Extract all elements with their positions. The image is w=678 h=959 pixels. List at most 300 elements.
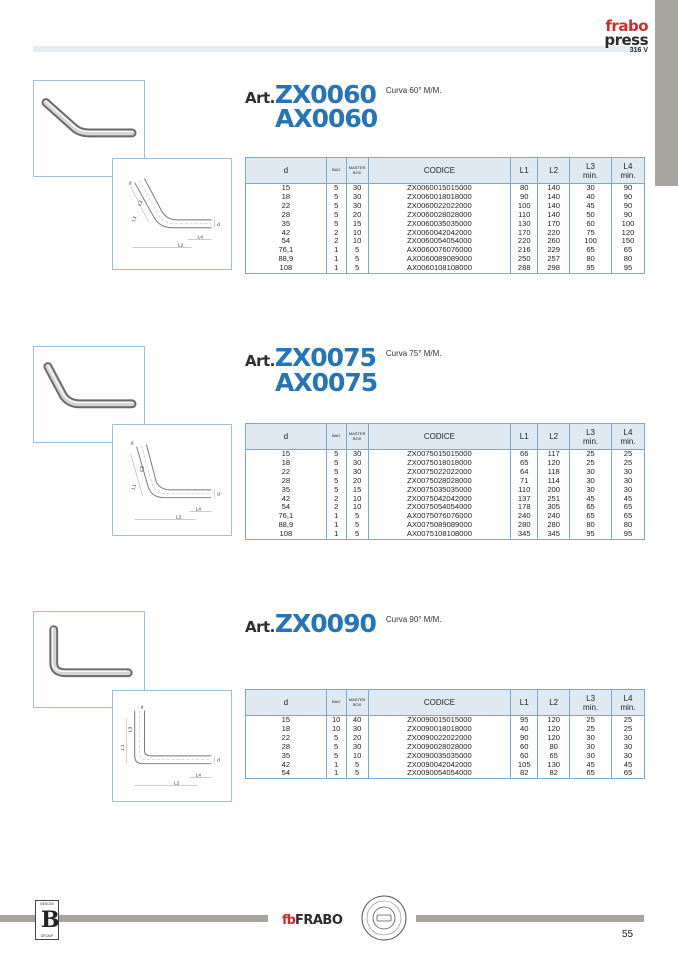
cell-l2: 280 bbox=[538, 521, 570, 530]
cell-l1: 60 bbox=[511, 752, 538, 761]
brand-line2: press bbox=[604, 30, 648, 49]
cell-codice: AX0075108108000 bbox=[368, 530, 511, 539]
col-bag: BAG bbox=[326, 158, 346, 184]
article-title-90 bbox=[245, 609, 442, 638]
technical-drawing-90 bbox=[112, 690, 232, 802]
cell-bag: 5 bbox=[326, 459, 346, 468]
frabo-logo bbox=[282, 911, 342, 929]
cell-l2: 82 bbox=[538, 769, 570, 778]
cell-codice: ZX0075035035000 bbox=[368, 486, 511, 495]
besoni-top-text: BESONI bbox=[40, 902, 54, 906]
drawing-label-l2: L2 bbox=[177, 243, 184, 249]
col-l4-line1: L4 bbox=[623, 427, 633, 437]
spec-table-75 bbox=[245, 423, 645, 540]
article-code-primary: ZX0060 bbox=[274, 80, 376, 109]
cell-bag: 5 bbox=[326, 734, 346, 743]
cell-bag: 5 bbox=[326, 477, 346, 486]
frabo-logo-text: FRABO bbox=[294, 913, 343, 928]
cell-l4: 30 bbox=[612, 486, 645, 495]
page-number: 55 bbox=[622, 929, 634, 940]
cell-d: 76,1 bbox=[246, 512, 327, 521]
cell-master-box: 10 bbox=[346, 503, 368, 512]
cell-master-box: 30 bbox=[346, 450, 368, 459]
side-tab-bar bbox=[655, 0, 678, 186]
col-d: d bbox=[246, 690, 327, 716]
col-codice: CODICE bbox=[368, 158, 511, 184]
cell-bag: 5 bbox=[326, 193, 346, 202]
cell-l2: 118 bbox=[538, 468, 570, 477]
cell-l2: 140 bbox=[538, 184, 570, 193]
cell-l2: 117 bbox=[538, 450, 570, 459]
cell-l1: 105 bbox=[511, 761, 538, 770]
cell-master-box: 20 bbox=[346, 211, 368, 220]
besoni-bottom-text: GROUP bbox=[40, 934, 54, 938]
cell-l1: 170 bbox=[511, 229, 538, 238]
cell-master-box: 30 bbox=[346, 468, 368, 477]
cell-l4: 65 bbox=[612, 512, 645, 521]
cell-bag: 5 bbox=[326, 202, 346, 211]
cell-bag: 10 bbox=[326, 716, 346, 725]
cell-l1: 345 bbox=[511, 530, 538, 539]
cell-master-box: 10 bbox=[346, 752, 368, 761]
table-row bbox=[246, 769, 645, 778]
cell-l3: 80 bbox=[570, 521, 612, 530]
cell-l1: 71 bbox=[511, 477, 538, 486]
cell-master-box: 5 bbox=[346, 512, 368, 521]
article-description: Curva 75° M/M. bbox=[385, 349, 442, 358]
cell-l3: 30 bbox=[570, 486, 612, 495]
cell-l4: 80 bbox=[612, 255, 645, 264]
cell-l4: 65 bbox=[612, 769, 645, 778]
cell-l3: 30 bbox=[570, 743, 612, 752]
cell-l1: 250 bbox=[511, 255, 538, 264]
article-description: Curva 60° M/M. bbox=[385, 86, 442, 95]
cell-bag: 2 bbox=[326, 495, 346, 504]
cell-l3: 25 bbox=[570, 716, 612, 725]
cell-l3: 25 bbox=[570, 725, 612, 734]
footer-bar-right bbox=[416, 915, 644, 922]
cell-codice: ZX0090028028000 bbox=[368, 743, 511, 752]
drawing-label-d2: d bbox=[217, 758, 220, 764]
cell-l1: 90 bbox=[511, 193, 538, 202]
technical-drawing-60 bbox=[112, 158, 232, 270]
cell-codice: ZX0090054054000 bbox=[368, 769, 511, 778]
col-l1: L1 bbox=[511, 158, 538, 184]
cell-d: 35 bbox=[246, 752, 327, 761]
cell-master-box: 15 bbox=[346, 486, 368, 495]
cell-master-box: 30 bbox=[346, 184, 368, 193]
cell-codice: ZX0060042042000 bbox=[368, 229, 511, 238]
col-l3 bbox=[570, 158, 612, 184]
col-bag: BAG bbox=[326, 424, 346, 450]
drawing-label-d1: d bbox=[130, 441, 134, 447]
spec-table-90 bbox=[245, 689, 645, 779]
drawing-label-d1: d bbox=[128, 181, 132, 187]
cell-l2: 140 bbox=[538, 202, 570, 211]
cell-codice: ZX0060035035000 bbox=[368, 220, 511, 229]
cell-master-box: 30 bbox=[346, 459, 368, 468]
cell-bag: 5 bbox=[326, 752, 346, 761]
cell-codice: ZX0060054054000 bbox=[368, 237, 511, 246]
col-l4 bbox=[612, 690, 645, 716]
cell-master-box: 10 bbox=[346, 237, 368, 246]
cell-bag: 1 bbox=[326, 255, 346, 264]
brand-line3: 316 V bbox=[629, 47, 648, 54]
cell-l4: 25 bbox=[612, 725, 645, 734]
cell-l3: 60 bbox=[570, 220, 612, 229]
cell-l2: 140 bbox=[538, 193, 570, 202]
cell-l4: 90 bbox=[612, 202, 645, 211]
cell-codice: ZX0075015015000 bbox=[368, 450, 511, 459]
article-code-secondary: AX0075 bbox=[275, 368, 378, 397]
cell-d: 54 bbox=[246, 237, 327, 246]
cell-l1: 82 bbox=[511, 769, 538, 778]
cell-bag: 5 bbox=[326, 468, 346, 477]
cell-l4: 95 bbox=[612, 530, 645, 539]
cell-codice: ZX0090015015000 bbox=[368, 716, 511, 725]
cell-l2: 120 bbox=[538, 716, 570, 725]
cell-d: 42 bbox=[246, 229, 327, 238]
drawing-label-l3: L3 bbox=[137, 199, 145, 207]
cell-l1: 220 bbox=[511, 237, 538, 246]
cell-bag: 2 bbox=[326, 237, 346, 246]
col-master-line1: MASTER bbox=[348, 165, 366, 171]
cell-l1: 216 bbox=[511, 246, 538, 255]
cell-codice: ZX0075018018000 bbox=[368, 459, 511, 468]
cell-codice: ZX0060028028000 bbox=[368, 211, 511, 220]
cell-l2: 120 bbox=[538, 725, 570, 734]
cell-codice: ZX0060022022000 bbox=[368, 202, 511, 211]
cell-l1: 240 bbox=[511, 512, 538, 521]
cell-l2: 305 bbox=[538, 503, 570, 512]
cell-l2: 120 bbox=[538, 459, 570, 468]
col-master-box bbox=[346, 158, 368, 184]
col-codice: CODICE bbox=[368, 690, 511, 716]
drawing-label-l3: L3 bbox=[139, 466, 146, 473]
cell-codice: ZX0090035035000 bbox=[368, 752, 511, 761]
col-master-line2: BOX bbox=[352, 435, 362, 441]
cell-master-box: 5 bbox=[346, 264, 368, 273]
frabo-logo-mark: fb bbox=[282, 913, 295, 928]
cell-l1: 110 bbox=[511, 211, 538, 220]
besoni-group-logo bbox=[35, 900, 59, 940]
col-bag: BAG bbox=[326, 690, 346, 716]
cell-d: 28 bbox=[246, 743, 327, 752]
cell-codice: ZX0075028028000 bbox=[368, 477, 511, 486]
cell-l3: 25 bbox=[570, 450, 612, 459]
col-l2: L2 bbox=[538, 690, 570, 716]
cell-bag: 1 bbox=[326, 264, 346, 273]
cell-bag: 1 bbox=[326, 521, 346, 530]
cell-l3: 65 bbox=[570, 769, 612, 778]
col-d: d bbox=[246, 158, 327, 184]
drawing-label-l3: L3 bbox=[128, 726, 134, 733]
cell-l3: 30 bbox=[570, 184, 612, 193]
header-band bbox=[33, 46, 641, 52]
cell-l3: 75 bbox=[570, 229, 612, 238]
cell-d: 15 bbox=[246, 450, 327, 459]
cell-codice: AX0060076076000 bbox=[368, 246, 511, 255]
col-master-box bbox=[346, 424, 368, 450]
cell-l4: 150 bbox=[612, 237, 645, 246]
cell-l4: 120 bbox=[612, 229, 645, 238]
col-master-line2: BOX bbox=[352, 169, 362, 175]
cell-l4: 25 bbox=[612, 716, 645, 725]
col-l3-line2: min. bbox=[583, 436, 599, 446]
cell-codice: ZX0075042042000 bbox=[368, 495, 511, 504]
cell-l4: 30 bbox=[612, 752, 645, 761]
cell-l2: 130 bbox=[538, 761, 570, 770]
cell-l1: 95 bbox=[511, 716, 538, 725]
cell-l3: 25 bbox=[570, 459, 612, 468]
cell-bag: 1 bbox=[326, 246, 346, 255]
cell-l3: 45 bbox=[570, 202, 612, 211]
cell-l1: 130 bbox=[511, 220, 538, 229]
cell-l1: 288 bbox=[511, 264, 538, 273]
drawing-label-l2: L2 bbox=[173, 781, 180, 787]
cell-master-box: 40 bbox=[346, 716, 368, 725]
cell-l3: 95 bbox=[570, 264, 612, 273]
drawing-label-l4: L4 bbox=[195, 507, 202, 513]
bend-60-drawing-icon bbox=[113, 159, 231, 269]
col-master-line1: MASTER bbox=[348, 697, 366, 703]
cell-l3: 30 bbox=[570, 468, 612, 477]
cell-bag: 5 bbox=[326, 743, 346, 752]
cell-d: 108 bbox=[246, 530, 327, 539]
bend-75-drawing-icon bbox=[113, 425, 231, 535]
cell-l1: 280 bbox=[511, 521, 538, 530]
cell-l4: 65 bbox=[612, 503, 645, 512]
cell-l4: 80 bbox=[612, 521, 645, 530]
cell-master-box: 5 bbox=[346, 521, 368, 530]
cell-d: 35 bbox=[246, 486, 327, 495]
cell-master-box: 5 bbox=[346, 246, 368, 255]
col-codice: CODICE bbox=[368, 424, 511, 450]
cell-l4: 45 bbox=[612, 495, 645, 504]
cell-codice: AX0075089089000 bbox=[368, 521, 511, 530]
cell-codice: ZX0090042042000 bbox=[368, 761, 511, 770]
cell-bag: 1 bbox=[326, 530, 346, 539]
art-label: Art. bbox=[245, 618, 275, 636]
drawing-label-d2: d bbox=[217, 492, 220, 498]
cell-master-box: 30 bbox=[346, 202, 368, 211]
col-master-box bbox=[346, 690, 368, 716]
cell-d: 88,9 bbox=[246, 255, 327, 264]
col-l4-line1: L4 bbox=[623, 161, 633, 171]
col-master-line1: MASTER bbox=[348, 431, 366, 437]
technical-drawing-75 bbox=[112, 424, 232, 536]
cell-codice: ZX0090018018000 bbox=[368, 725, 511, 734]
cell-l2: 200 bbox=[538, 486, 570, 495]
cell-l1: 64 bbox=[511, 468, 538, 477]
col-master-line2: BOX bbox=[352, 701, 362, 707]
cell-l3: 65 bbox=[570, 246, 612, 255]
col-l3-line1: L3 bbox=[586, 693, 596, 703]
cell-l4: 25 bbox=[612, 459, 645, 468]
cell-bag: 5 bbox=[326, 211, 346, 220]
article-description: Curva 90° M/M. bbox=[385, 615, 442, 624]
cell-l4: 25 bbox=[612, 450, 645, 459]
cell-d: 108 bbox=[246, 264, 327, 273]
cell-l2: 240 bbox=[538, 512, 570, 521]
cell-l2: 345 bbox=[538, 530, 570, 539]
cell-master-box: 30 bbox=[346, 725, 368, 734]
cell-l3: 45 bbox=[570, 761, 612, 770]
drawing-label-l4: L4 bbox=[195, 773, 202, 779]
cell-l2: 257 bbox=[538, 255, 570, 264]
cell-l4: 100 bbox=[612, 220, 645, 229]
cell-d: 15 bbox=[246, 716, 327, 725]
cell-d: 54 bbox=[246, 769, 327, 778]
drawing-label-d2: d bbox=[217, 222, 220, 228]
cell-d: 76,1 bbox=[246, 246, 327, 255]
besoni-letter: B bbox=[41, 907, 60, 933]
cell-l4: 45 bbox=[612, 761, 645, 770]
cell-l4: 95 bbox=[612, 264, 645, 273]
cell-l3: 65 bbox=[570, 512, 612, 521]
col-l3 bbox=[570, 424, 612, 450]
cell-l3: 100 bbox=[570, 237, 612, 246]
drawing-label-l1: L1 bbox=[120, 744, 126, 750]
cell-d: 22 bbox=[246, 734, 327, 743]
cell-bag: 5 bbox=[326, 184, 346, 193]
col-l3-line1: L3 bbox=[586, 427, 596, 437]
cell-l2: 170 bbox=[538, 220, 570, 229]
cell-l1: 65 bbox=[511, 459, 538, 468]
cell-l4: 30 bbox=[612, 734, 645, 743]
cell-l4: 65 bbox=[612, 246, 645, 255]
cell-master-box: 30 bbox=[346, 743, 368, 752]
cell-d: 88,9 bbox=[246, 521, 327, 530]
col-l4 bbox=[612, 424, 645, 450]
cell-l1: 60 bbox=[511, 743, 538, 752]
cell-bag: 10 bbox=[326, 725, 346, 734]
cell-l1: 110 bbox=[511, 486, 538, 495]
cell-l4: 30 bbox=[612, 468, 645, 477]
cell-l2: 229 bbox=[538, 246, 570, 255]
drawing-label-l1: L1 bbox=[131, 483, 139, 491]
bend-90-drawing-icon bbox=[113, 691, 231, 801]
cell-master-box: 30 bbox=[346, 193, 368, 202]
col-l3-line2: min. bbox=[583, 702, 599, 712]
spec-table-body bbox=[246, 716, 645, 779]
cell-master-box: 10 bbox=[346, 229, 368, 238]
art-label: Art. bbox=[245, 89, 275, 107]
col-l2: L2 bbox=[538, 158, 570, 184]
cell-master-box: 20 bbox=[346, 477, 368, 486]
cell-d: 22 bbox=[246, 202, 327, 211]
cell-d: 18 bbox=[246, 459, 327, 468]
frabo-press-logo bbox=[586, 17, 648, 54]
cell-l3: 65 bbox=[570, 503, 612, 512]
cell-master-box: 10 bbox=[346, 495, 368, 504]
cell-l2: 120 bbox=[538, 734, 570, 743]
cell-l4: 30 bbox=[612, 477, 645, 486]
col-l1: L1 bbox=[511, 690, 538, 716]
col-l3-line1: L3 bbox=[586, 161, 596, 171]
col-l4-line1: L4 bbox=[623, 693, 633, 703]
cell-d: 28 bbox=[246, 477, 327, 486]
cell-l1: 66 bbox=[511, 450, 538, 459]
drawing-label-l2: L2 bbox=[175, 515, 182, 521]
spec-table-60 bbox=[245, 157, 645, 274]
cell-l2: 260 bbox=[538, 237, 570, 246]
table-row bbox=[246, 264, 645, 273]
cell-bag: 5 bbox=[326, 220, 346, 229]
col-d: d bbox=[246, 424, 327, 450]
col-l4-line2: min. bbox=[620, 702, 636, 712]
cell-l2: 220 bbox=[538, 229, 570, 238]
cell-d: 22 bbox=[246, 468, 327, 477]
cell-l3: 45 bbox=[570, 495, 612, 504]
cell-l3: 30 bbox=[570, 734, 612, 743]
cell-l3: 50 bbox=[570, 211, 612, 220]
cell-l1: 178 bbox=[511, 503, 538, 512]
cell-master-box: 5 bbox=[346, 255, 368, 264]
art-label: Art. bbox=[245, 352, 275, 370]
col-l2: L2 bbox=[538, 424, 570, 450]
cell-codice: ZX0060015015000 bbox=[368, 184, 511, 193]
cell-l3: 30 bbox=[570, 752, 612, 761]
cell-d: 18 bbox=[246, 725, 327, 734]
brand-line1: frabo bbox=[605, 17, 648, 35]
cell-l2: 80 bbox=[538, 743, 570, 752]
cell-d: 42 bbox=[246, 761, 327, 770]
cell-l2: 65 bbox=[538, 752, 570, 761]
cell-d: 15 bbox=[246, 184, 327, 193]
cell-master-box: 15 bbox=[346, 220, 368, 229]
cell-l1: 80 bbox=[511, 184, 538, 193]
article-code-primary: ZX0075 bbox=[274, 343, 376, 372]
cell-l4: 90 bbox=[612, 211, 645, 220]
cell-l4: 90 bbox=[612, 184, 645, 193]
cell-bag: 5 bbox=[326, 486, 346, 495]
cell-codice: ZX0075022022000 bbox=[368, 468, 511, 477]
cell-l4: 30 bbox=[612, 743, 645, 752]
drawing-label-d1: d bbox=[140, 705, 144, 711]
table-row bbox=[246, 530, 645, 539]
cell-master-box: 5 bbox=[346, 761, 368, 770]
cell-l3: 30 bbox=[570, 477, 612, 486]
cell-l1: 100 bbox=[511, 202, 538, 211]
cell-l4: 90 bbox=[612, 193, 645, 202]
cell-bag: 2 bbox=[326, 503, 346, 512]
article-code-secondary: AX0060 bbox=[275, 104, 378, 133]
drawing-label-l4: L4 bbox=[197, 235, 204, 241]
spec-table-body bbox=[246, 184, 645, 274]
cell-bag: 1 bbox=[326, 769, 346, 778]
cell-d: 35 bbox=[246, 220, 327, 229]
col-l4-line2: min. bbox=[620, 436, 636, 446]
cell-master-box: 5 bbox=[346, 769, 368, 778]
drawing-label-l1: L1 bbox=[131, 215, 139, 223]
col-l3 bbox=[570, 690, 612, 716]
cell-l1: 137 bbox=[511, 495, 538, 504]
article-code-primary: ZX0090 bbox=[274, 609, 376, 638]
cell-codice: AX0060089089000 bbox=[368, 255, 511, 264]
cell-bag: 1 bbox=[326, 761, 346, 770]
cell-l3: 80 bbox=[570, 255, 612, 264]
cell-l2: 114 bbox=[538, 477, 570, 486]
cell-d: 28 bbox=[246, 211, 327, 220]
cell-d: 42 bbox=[246, 495, 327, 504]
cell-master-box: 5 bbox=[346, 530, 368, 539]
col-l4 bbox=[612, 158, 645, 184]
certification-seal-icon bbox=[360, 894, 408, 942]
cell-l2: 140 bbox=[538, 211, 570, 220]
cell-d: 18 bbox=[246, 193, 327, 202]
cell-l1: 40 bbox=[511, 725, 538, 734]
